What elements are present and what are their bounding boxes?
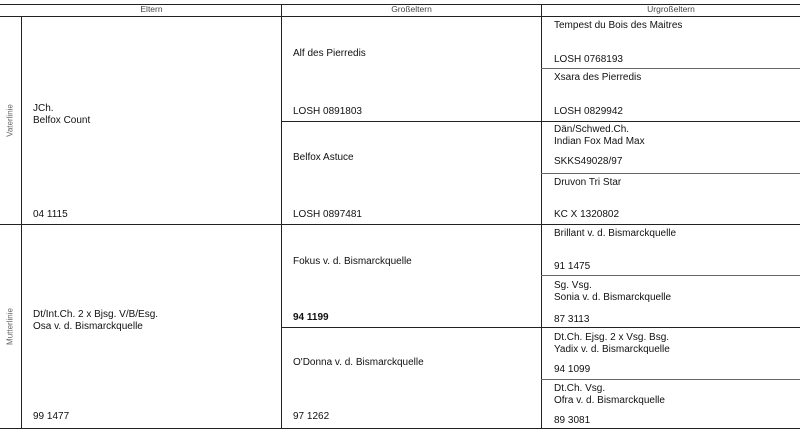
grandparent-divider-top	[281, 121, 800, 122]
header-parents: Eltern	[140, 4, 163, 14]
great-grandparent-reg: KC X 1320802	[554, 209, 620, 220]
grandparent-name: Alf des Pierredis	[293, 48, 366, 59]
grandparent-reg: LOSH 0891803	[293, 106, 362, 117]
mother-name: Osa v. d. Bismarckquelle	[33, 321, 143, 332]
parents-column-divider	[281, 4, 282, 428]
great-grandparent-title: Sg. Vsg.	[554, 280, 592, 291]
great-grandparent-name: Sonia v. d. Bismarckquelle	[554, 292, 672, 303]
great-grandparent-reg: 87 3113	[554, 314, 590, 325]
great-grandparent-title: Dt.Ch. Vsg.	[554, 383, 606, 394]
mother-reg: 99 1477	[33, 411, 70, 422]
great-grandparent-name: Brillant v. d. Bismarckquelle	[554, 228, 677, 239]
great-grandparent-reg: SKKS49028/97	[554, 156, 623, 167]
grandparent-reg: 97 1262	[293, 411, 330, 422]
great-grandparent-reg: LOSH 0768193	[554, 54, 623, 65]
header-divider	[0, 16, 800, 17]
great-grandparent-title: Dt.Ch. Ejsg. 2 x Vsg. Bsg.	[554, 332, 670, 343]
side-label-maternal: Mutterlinie	[5, 308, 15, 345]
great-grandparent-name: Tempest du Bois des Maitres	[554, 20, 683, 31]
great-grandparent-title: Dän/Schwed.Ch.	[554, 124, 630, 135]
side-label-paternal: Vaterlinie	[5, 104, 15, 137]
lineage-divider	[0, 224, 800, 225]
great-grandparent-divider-3	[541, 275, 800, 276]
great-grandparent-divider-1	[541, 68, 800, 69]
great-grandparent-divider-2	[541, 173, 800, 174]
great-grandparent-reg: 91 1475	[554, 261, 591, 272]
grandparent-reg: LOSH 0897481	[293, 209, 362, 220]
grandparent-name: O'Donna v. d. Bismarckquelle	[293, 357, 424, 368]
great-grandparent-name: Druvon Tri Star	[554, 177, 622, 188]
header-great-grandparents: Urgroßeltern	[647, 4, 695, 14]
great-grandparent-name: Xsara des Pierredis	[554, 72, 642, 83]
great-grandparent-reg: 94 1099	[554, 364, 591, 375]
father-name: Belfox Count	[33, 115, 91, 126]
father-reg: 04 1115	[33, 209, 68, 220]
great-grandparent-reg: LOSH 0829942	[554, 106, 623, 117]
great-grandparent-name: Ofra v. d. Bismarckquelle	[554, 395, 665, 406]
table-bottom-border	[0, 428, 800, 429]
grandparent-divider-bottom	[281, 327, 800, 328]
great-grandparent-divider-4	[541, 379, 800, 380]
grandparent-name: Belfox Astuce	[293, 152, 354, 163]
mother-title: Dt/Int.Ch. 2 x Bjsg. V/B/Esg.	[33, 309, 159, 320]
side-column-divider	[21, 16, 22, 428]
grandparent-reg: 94 1199	[293, 312, 329, 323]
father-title: JCh.	[33, 103, 54, 114]
great-grandparent-name: Indian Fox Mad Max	[554, 136, 645, 147]
header-grandparents: Großeltern	[391, 4, 432, 14]
great-grandparent-name: Yadix v. d. Bismarckquelle	[554, 344, 670, 355]
great-grandparent-reg: 89 3081	[554, 415, 591, 426]
grandparent-name: Fokus v. d. Bismarckquelle	[293, 256, 412, 267]
